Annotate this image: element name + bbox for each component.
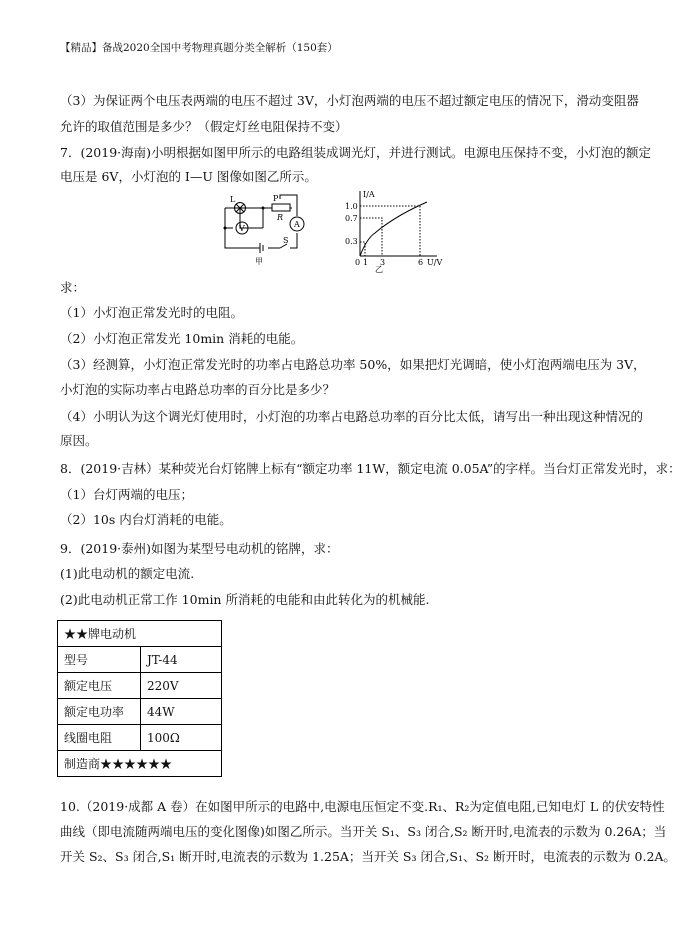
x-tick: 6 [418,258,424,267]
x-tick: 0 [355,258,361,267]
question-7-line2: 电压是 6V，小灯泡的 I—U 图像如图乙所示。 [60,169,317,184]
circuit-and-graph-figure [205,188,443,274]
question-9: 9．(2019·泰州)如图为某型号电动机的铭牌，求： [60,541,339,556]
question-10-line2: 曲线（即电流随两端电压的变化图像)如图乙所示。当开关 S₁、S₃ 闭合,S₂ 断开时,电流表的示数为 0.26A；当 [60,824,667,839]
figure-yi-label: 乙 [375,265,383,274]
voltmeter-label: V [239,224,245,233]
cell: 额定电功率 [58,699,141,725]
question-10-line1: 10.（2019·成都 A 卷）在如图甲所示的电路中,电源电压恒定不变.R₁、R₂为定值电阻,已知电灯 L 的伏安特性 [60,799,665,814]
question-3-line2: 允许的取值范围是多少？（假定灯丝电阻保持不变） [60,119,348,134]
page-header: 【精品】备战2020全国中考物理真题分类全解析（150套） [60,42,338,54]
q7-part4-line1: （4）小明认为这个调光灯使用时，小灯泡的功率占电路总功率的百分比太低，请写出一种出现这种情况的 [60,409,643,424]
question-3-line1: （3）为保证两个电压表两端的电压不超过 3V，小灯泡两端的电压不超过额定电压的情况下，滑动变阻器 [60,93,639,108]
cell: 44W [141,699,222,725]
table-row [58,673,222,699]
q9-part1: (1)此电动机的额定电流. [60,566,195,581]
table-row [58,699,222,725]
x-axis-label: U/V [427,258,443,267]
lamp-label: L [230,195,236,204]
cell: 线圈电阻 [58,725,141,751]
y-axis-label: I/A [363,190,375,199]
x-tick: 1 [363,258,369,267]
question-8: 8．(2019·吉林）某种荧光台灯铭牌上标有“额定功率 11W，额定电流 0.05A”的字样。当台灯正常发光时，求： [60,461,681,476]
q7-part3-line2: 小灯泡的实际功率占电路总功率的百分比是多少？ [60,382,336,397]
resistor-label: R [277,213,284,222]
cell: 220V [141,673,222,699]
q8-part1: （1）台灯两端的电压； [60,487,193,502]
q7-part4-line2: 原因。 [60,433,98,448]
figure-jia-label: 甲 [255,257,263,266]
question-10-line3: 开关 S₂、S₃ 闭合,S₁ 断开时,电流表的示数为 1.25A；当开关 S₃ 闭合,S₁、S₂ 断开时，电流表的示数为 0.2A。 [60,849,676,864]
qiu-label: 求： [60,280,86,295]
q7-part3-line1: （3）经测算，小灯泡正常发光时的功率占电路总功率 50%，如果把灯光调暗，使小灯泡两端电压为 3V， [60,357,646,372]
motor-nameplate-table [57,620,222,777]
switch-label: S [283,236,289,245]
table-row [58,725,222,751]
y-tick: 0.3 [345,237,358,246]
question-7-line1: 7．(2019·海南)小明根据如图甲所示的电路组装成调光灯，并进行测试。电源电压保持不变，小灯泡的额定 [60,145,651,160]
y-tick: 0.7 [345,214,358,223]
q7-part1: （1）小灯泡正常发光时的电阻。 [60,305,243,320]
nameplate-title: ★★牌电动机 [58,621,222,647]
cell: 型号 [58,647,141,673]
x-tick: 3 [380,258,386,267]
y-tick: 1.0 [345,202,358,211]
q8-part2: （2）10s 内台灯消耗的电能。 [60,512,232,527]
table-row [58,647,222,673]
cell: 100Ω [141,725,222,751]
q9-part2: (2)此电动机正常工作 10min 所消耗的电能和由此转化为的机械能. [60,592,430,607]
q7-part2: （2）小灯泡正常发光 10min 消耗的电能。 [60,331,304,346]
cell: 额定电压 [58,673,141,699]
cell: JT-44 [141,647,222,673]
slider-label: P [273,194,279,203]
nameplate-footer: 制造商★★★★★★ [58,751,222,777]
ammeter-label: A [294,220,300,229]
